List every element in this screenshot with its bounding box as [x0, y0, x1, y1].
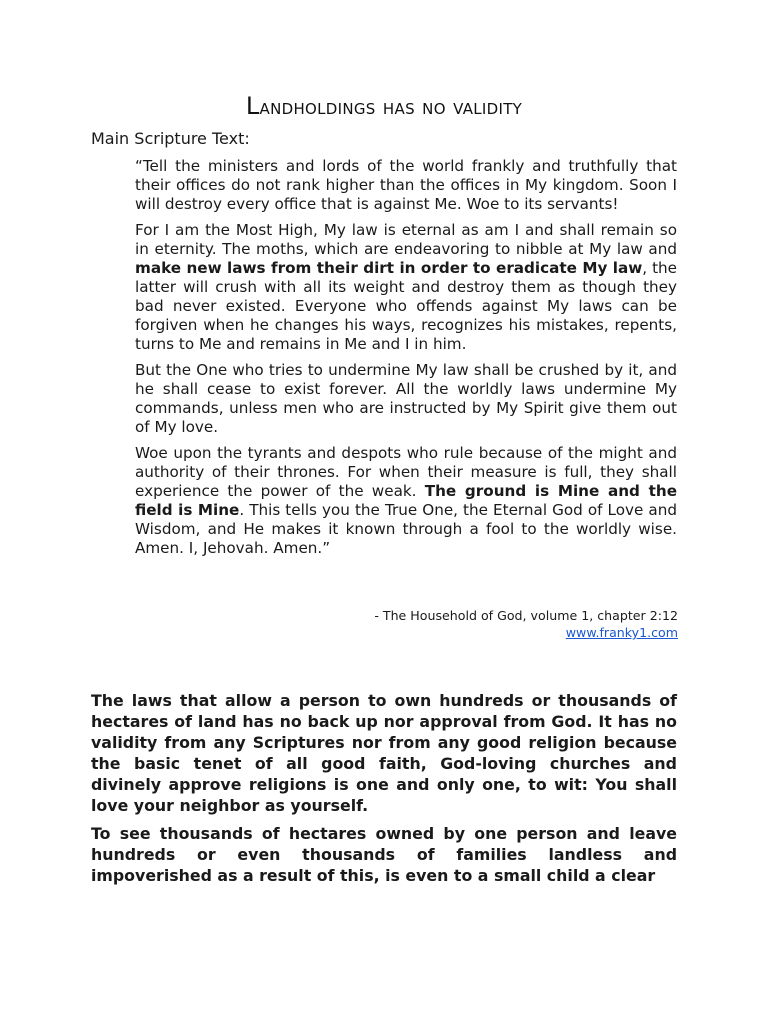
scripture-p2-text-b: , the latter will crush with all its weight and destroy them as though they bad never existed. Everyone who offends against My laws can be forgiven when he changes his ways, recognizes his mistakes, repents, turns to Me and remains in Me and I in him. [135, 258, 677, 354]
source-link[interactable]: www.franky1.com [565, 625, 678, 640]
title-initial: L [245, 92, 260, 120]
scripture-p4-text-a: Woe upon the tyrants and despots who rule because of the might and authority of their thrones. For when their measure is full, they shall experience the power of the weak. [135, 443, 677, 500]
section-label: Main Scripture Text: [91, 129, 250, 148]
source-citation-block [374, 607, 678, 641]
body-paragraph-1: The laws that allow a person to own hundreds or thousands of hectares of land has no back up nor approval from God. It has no validity from any Scriptures nor from any good religion because the basic tenet of all good faith, God-loving churches and divinely approve religions is one and only one, to wit: You shall love your neighbor as yourself. [91, 691, 677, 815]
body-paragraph-2: To see thousands of hectares owned by one person and leave hundreds or even thousands of families landless and impoverished as a result of this, is even to a small child a clear [91, 824, 677, 885]
scripture-p2-bold: make new laws from their dirt in order to eradicate My law [135, 258, 643, 277]
scripture-p2-text-a: For I am the Most High, My law is eternal as am I and shall remain so in eternity. The moths, which are endeavoring to nibble at My law and [135, 220, 677, 258]
source-citation: - The Household of God, volume 1, chapter 2:12 [374, 608, 678, 623]
title-rest: andholdings has no validity [259, 95, 523, 120]
scripture-p4-bold: The ground is Mine and the field is Mine [135, 482, 677, 520]
scripture-p4-text-b: . This tells you the True One, the Eternal God of Love and Wisdom, and He makes it known through a fool to the worldly wise. Amen. I, Jehovah. Amen.” [135, 501, 677, 558]
scripture-paragraph-1: “Tell the ministers and lords of the world frankly and truthfully that their offices do not rank higher than the offices in My kingdom. Soon I will destroy every office that is against Me. Woe to its servants! [135, 157, 677, 214]
scripture-quote [135, 157, 677, 565]
scripture-paragraph-3: But the One who tries to undermine My law shall be crushed by it, and he shall cease to exist forever. All the worldly laws undermine My commands, unless men who are instructed by My Spirit give them out of My love. [135, 360, 677, 437]
scripture-paragraph-2 [135, 221, 677, 355]
page-title [0, 92, 768, 122]
scripture-paragraph-4 [135, 444, 677, 559]
body-text [91, 690, 677, 893]
